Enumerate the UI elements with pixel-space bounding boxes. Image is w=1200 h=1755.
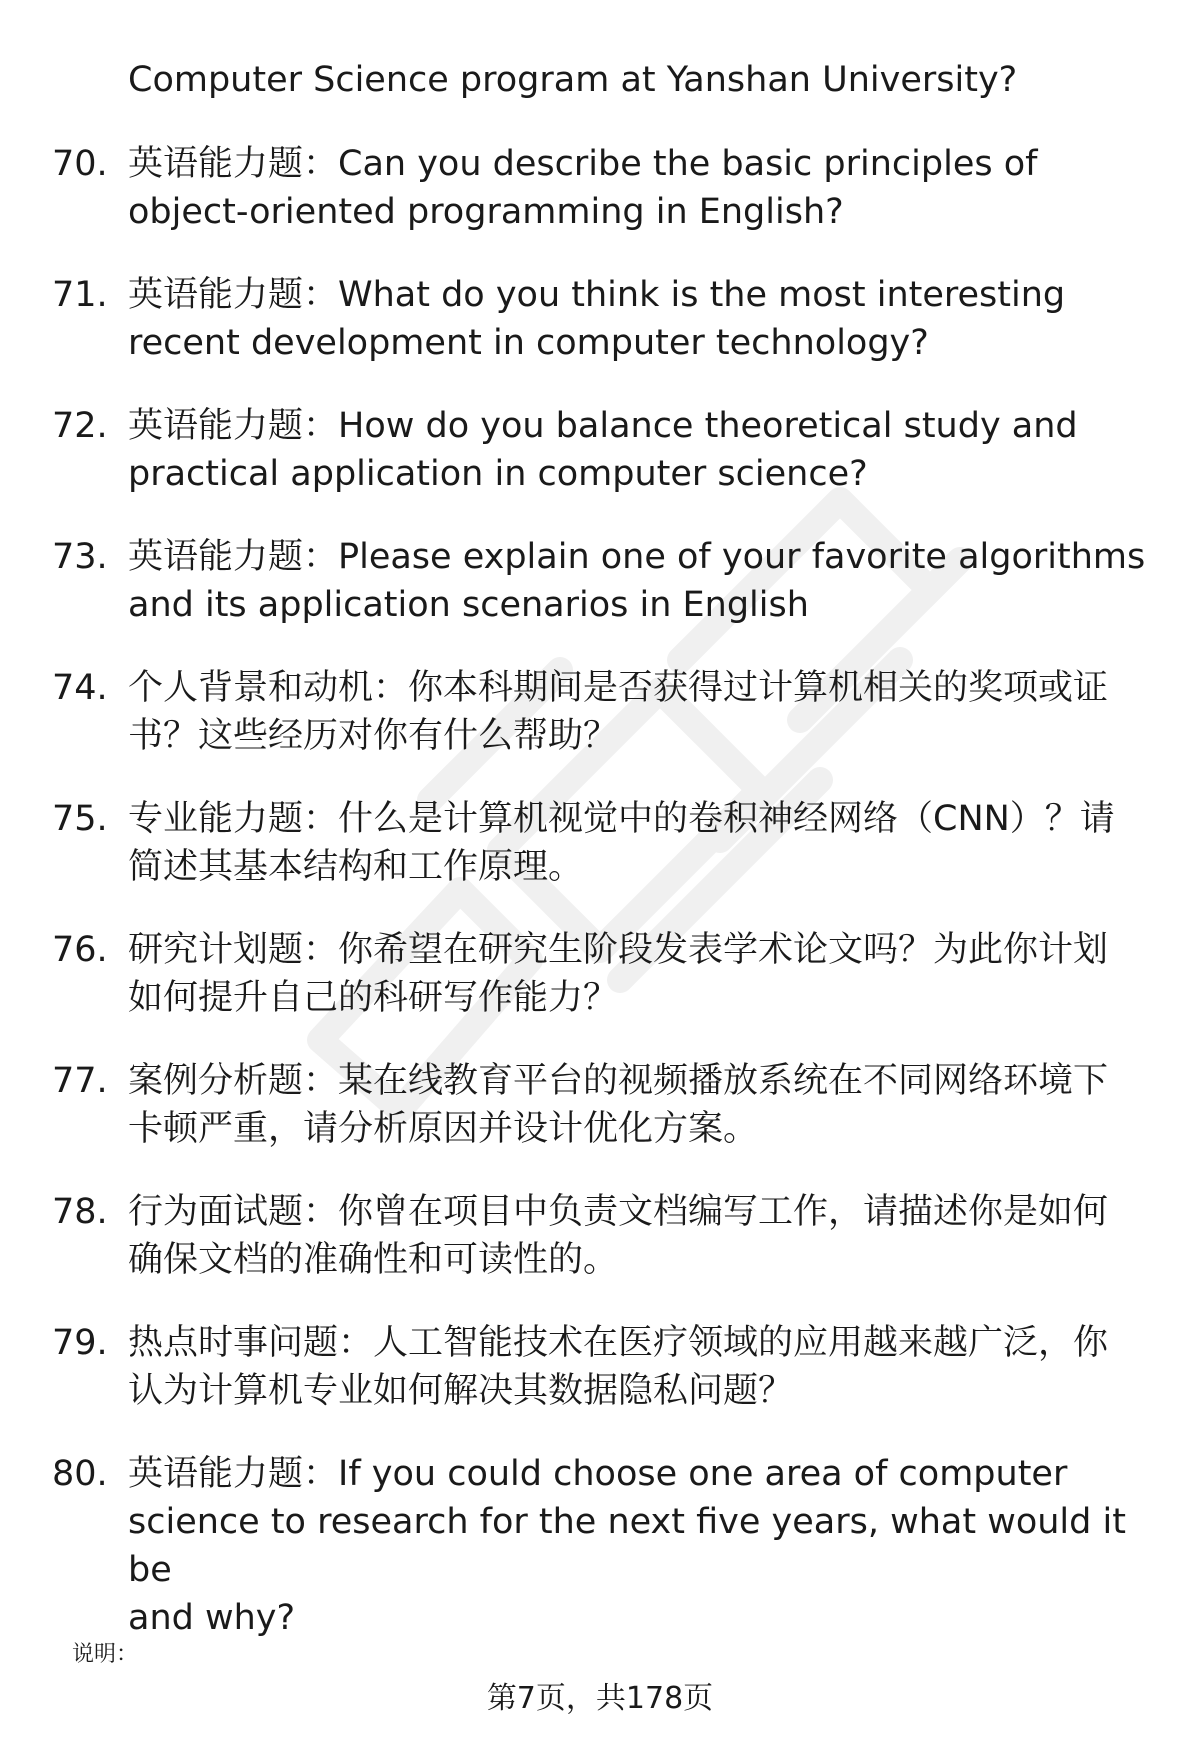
question-number: 72. xyxy=(52,406,108,446)
continued-question-text: Computer Science program at Yanshan University? xyxy=(128,60,1018,100)
question-text: 英语能力题：How do you balance theoretical study and practical application in computer science? xyxy=(128,406,1078,494)
question-text: 英语能力题：If you could choose one area of computer science to research for the next five years, what would it be and why? xyxy=(128,1454,1126,1638)
question-item xyxy=(0,664,1200,795)
question-number: 77. xyxy=(52,1061,108,1101)
question-text: 英语能力题：Can you describe the basic principles of object-oriented programming in English? xyxy=(128,144,1038,232)
question-number: 79. xyxy=(52,1323,108,1363)
question-item xyxy=(0,533,1200,664)
question-text: 专业能力题：什么是计算机视觉中的卷积神经网络（CNN）？请 简述其基本结构和工作原理。 xyxy=(128,799,1115,887)
question-text: 英语能力题：What do you think is the most interesting recent development in computer technology? xyxy=(128,275,1066,363)
question-item xyxy=(0,1057,1200,1188)
question-number: 78. xyxy=(52,1192,108,1232)
note-label: 说明： xyxy=(72,1642,139,1667)
question-number: 71. xyxy=(52,275,108,315)
question-text: 研究计划题：你希望在研究生阶段发表学术论文吗？为此你计划 如何提升自己的科研写作能力？ xyxy=(128,930,1109,1018)
question-text: 案例分析题：某在线教育平台的视频播放系统在不同网络环境下 卡顿严重，请分析原因并设计优化方案。 xyxy=(128,1061,1109,1149)
question-text: 英语能力题：Please explain one of your favorite algorithms and its application scenarios in English xyxy=(128,537,1146,625)
question-item xyxy=(0,402,1200,533)
question-item xyxy=(0,140,1200,271)
question-number: 80. xyxy=(52,1454,108,1494)
page-number-footer: 第7页，共178页 xyxy=(486,1681,714,1716)
question-item xyxy=(0,1319,1200,1450)
question-number: 73. xyxy=(52,537,108,577)
question-item xyxy=(0,1450,1200,1638)
question-item xyxy=(0,271,1200,402)
question-number: 74. xyxy=(52,668,108,708)
question-text: 行为面试题：你曾在项目中负责文档编写工作，请描述你是如何 确保文档的准确性和可读性的。 xyxy=(128,1192,1109,1280)
question-text: 个人背景和动机：你本科期间是否获得过计算机相关的奖项或证 书？这些经历对你有什么帮助？ xyxy=(128,668,1109,756)
question-number: 75. xyxy=(52,799,108,839)
question-text: 热点时事问题：人工智能技术在医疗领域的应用越来越广泛，你 认为计算机专业如何解决其数据隐私问题？ xyxy=(128,1323,1109,1411)
question-number: 70. xyxy=(52,144,108,184)
question-item xyxy=(0,926,1200,1057)
question-item xyxy=(0,1188,1200,1319)
question-item xyxy=(0,795,1200,926)
question-list xyxy=(0,140,1200,1638)
question-number: 76. xyxy=(52,930,108,970)
